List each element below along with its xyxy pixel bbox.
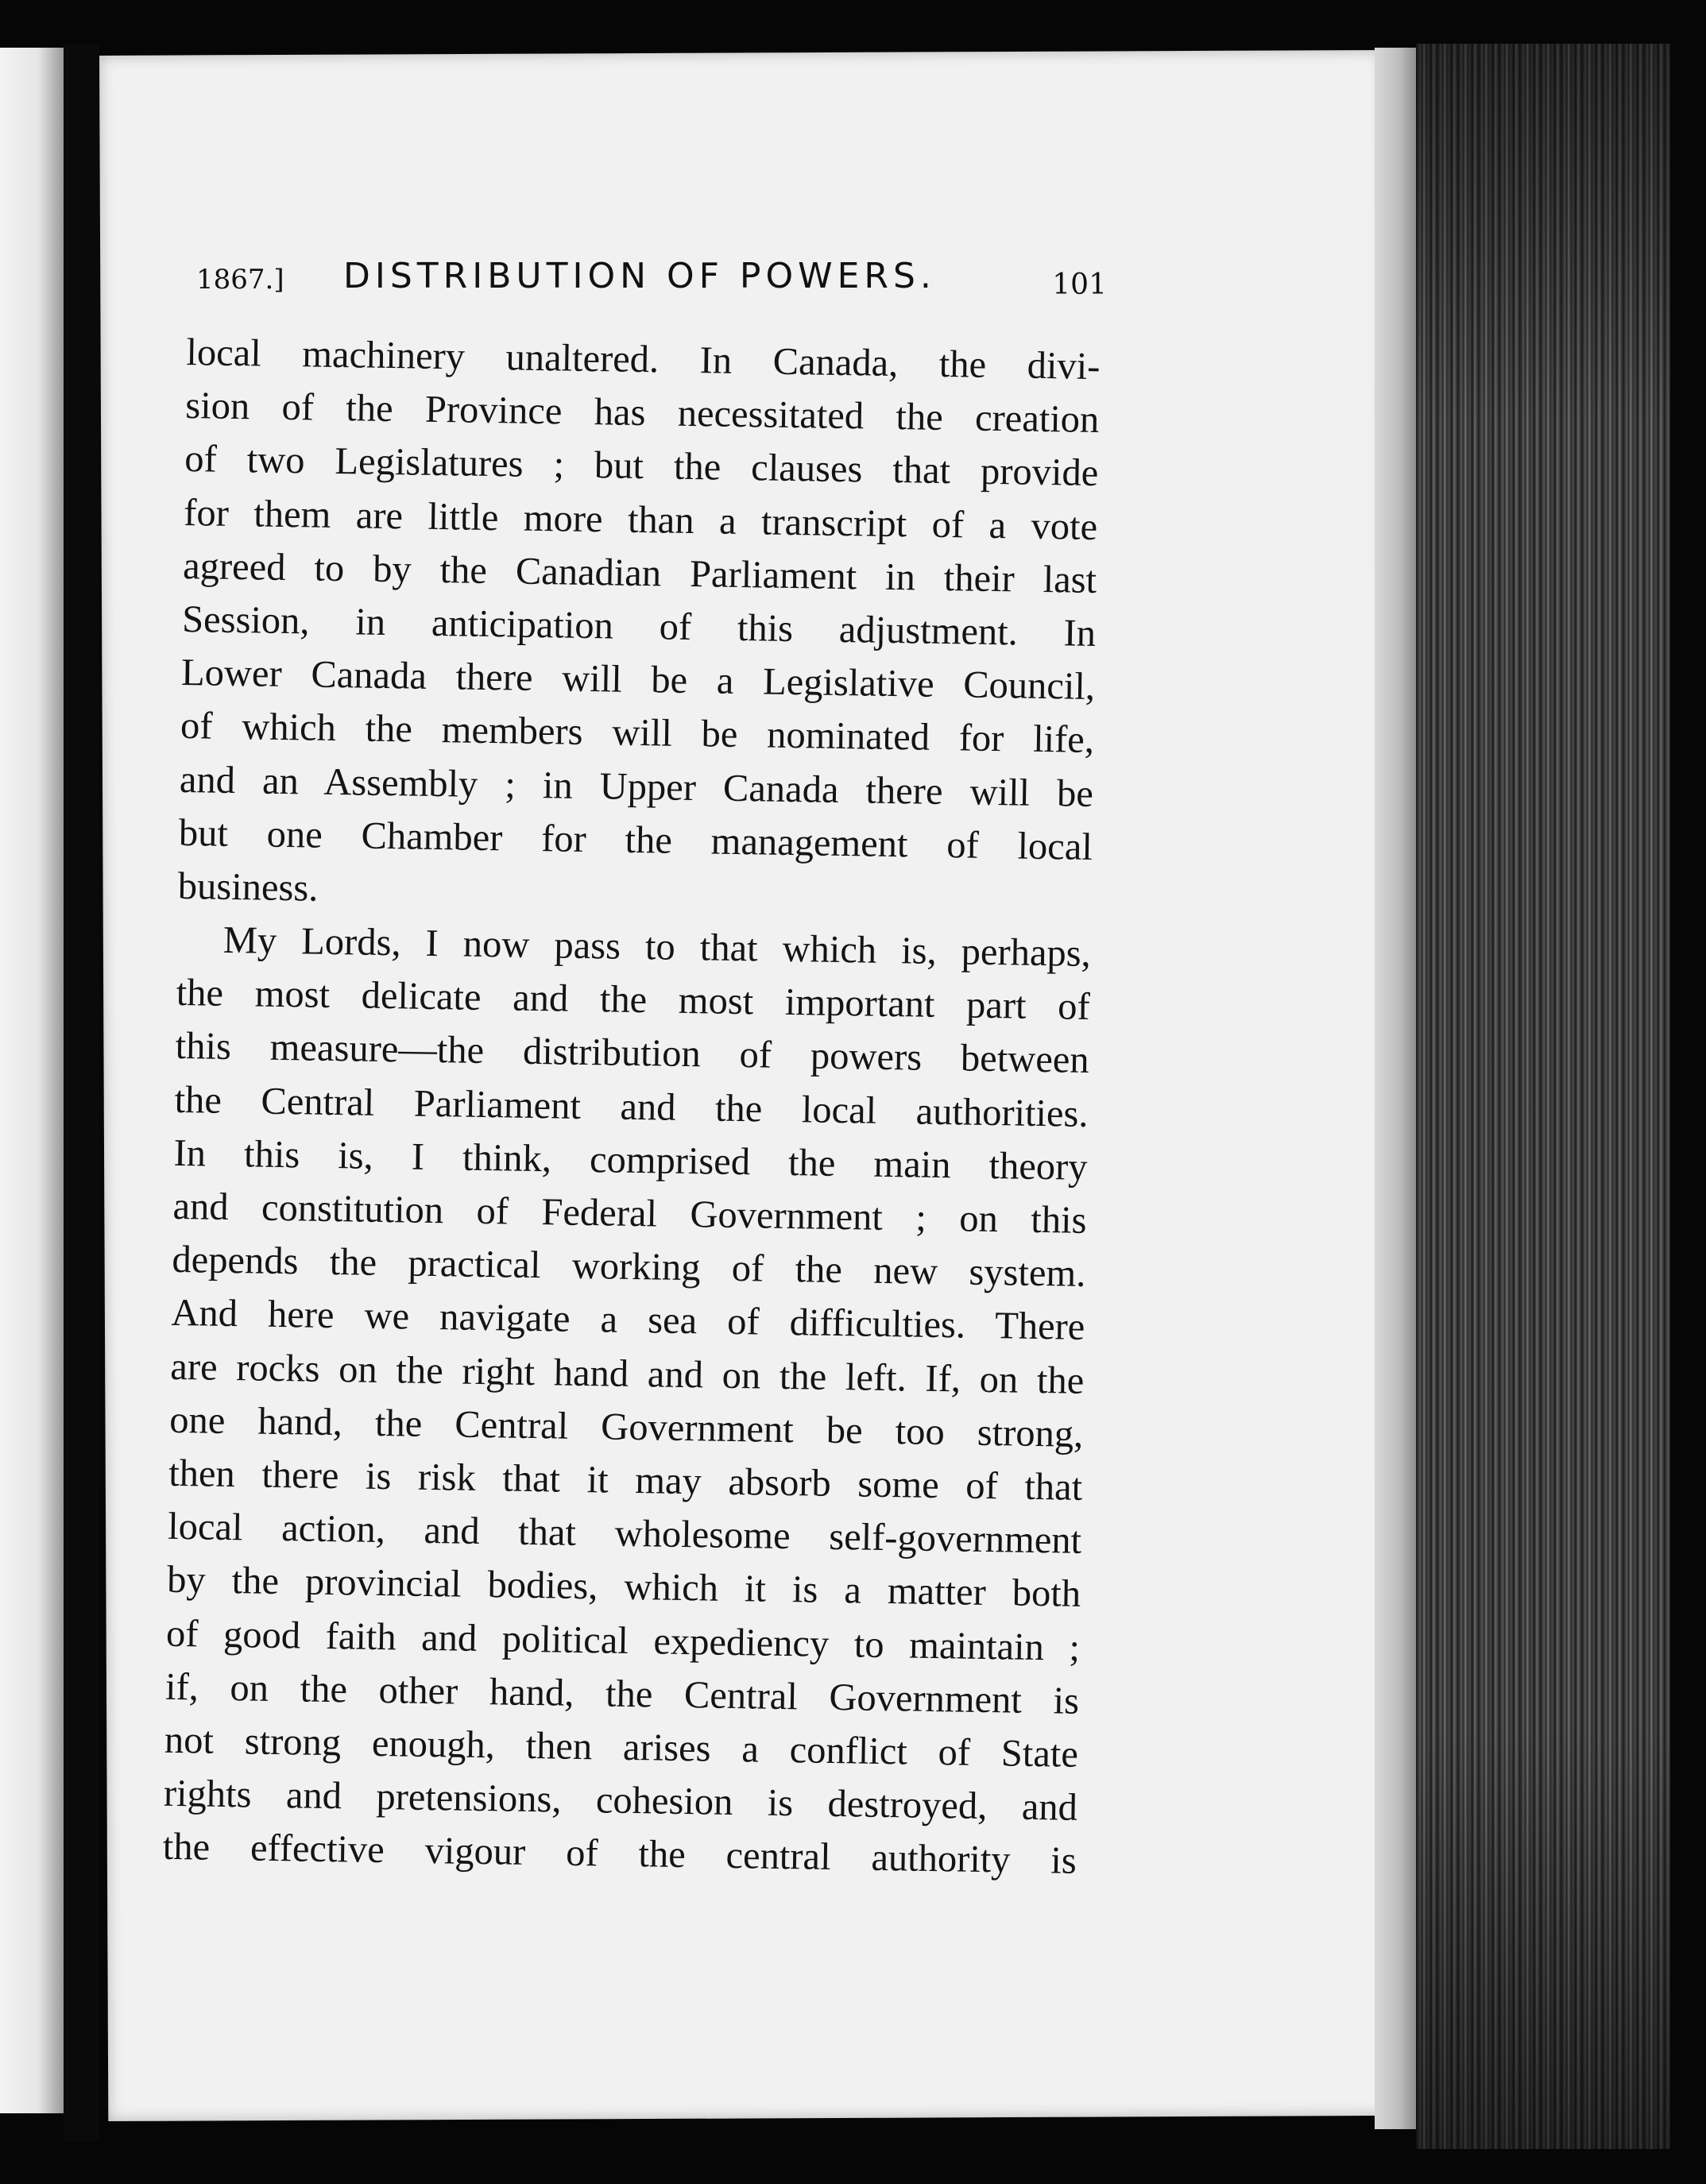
text-line: the effective vigour of the central authority is	[162, 1826, 1077, 1883]
text-line: are rocks on the right hand and on the left. If, on the	[170, 1345, 1085, 1402]
text-line: one hand, the Central Government be too strong,	[168, 1398, 1084, 1455]
text-line: local action, and that wholesome self-government	[167, 1505, 1082, 1562]
text-line: of good faith and political expediency to maintain ;	[165, 1612, 1081, 1669]
running-head	[196, 253, 1110, 316]
book-block-shading	[1416, 44, 1670, 2149]
paragraph-2	[162, 913, 1091, 1888]
text-line: of which the members will be nominated for life,	[180, 705, 1095, 762]
body-text	[162, 326, 1100, 1888]
text-line: Session, in anticipation of this adjustment. In	[181, 597, 1097, 655]
page-number: 101	[1052, 269, 1107, 301]
text-line: My Lords, I now pass to that which is, perhaps,	[222, 918, 1092, 976]
text-line: depends the practical working of the new system.	[172, 1239, 1086, 1296]
running-head-date: 1867.]	[196, 264, 284, 296]
text-line: local machinery unaltered. In Canada, the divi-	[186, 330, 1101, 388]
text-line: and constitution of Federal Government ; on this	[172, 1185, 1087, 1242]
paragraph-1	[177, 326, 1100, 927]
text-line: if, on the other hand, the Central Government is	[164, 1665, 1080, 1722]
text-line: then there is risk that it may absorb some of that	[168, 1451, 1083, 1509]
page-margin-shadow	[1375, 48, 1416, 2129]
text-line: for them are little more than a transcript of a vote	[183, 491, 1098, 548]
text-line: the most delicate and the most important part of	[176, 972, 1091, 1029]
text-line: not strong enough, then arises a conflict of State	[164, 1718, 1079, 1776]
running-head-title: DISTRIBUTION OF POWERS.	[343, 256, 936, 296]
text-line: Lower Canada there will be a Legislative Council,	[180, 651, 1096, 709]
text-line: the Central Parliament and the local authorities.	[174, 1078, 1089, 1135]
text-line: and an Assembly ; in Upper Canada there will be	[179, 758, 1094, 815]
facing-page-edge	[0, 48, 64, 2113]
binding-shadow	[64, 44, 99, 2141]
text-line: of two Legislatures ; but the clauses that provide	[184, 438, 1099, 495]
text-line: business.	[177, 864, 319, 910]
text-line: rights and pretensions, cohesion is destroyed, and	[163, 1772, 1078, 1829]
text-line: sion of the Province has necessitated the creation	[185, 385, 1100, 442]
text-line: And here we navigate a sea of difficulties. There	[171, 1292, 1085, 1349]
text-line: this measure—the distribution of powers between	[175, 1025, 1090, 1082]
text-line: by the provincial bodies, which it is a matter both	[166, 1559, 1081, 1616]
text-line: agreed to by the Canadian Parliament in their last	[182, 544, 1097, 601]
text-line: but one Chamber for the management of local	[178, 811, 1093, 868]
text-line: In this is, I think, comprised the main theory	[173, 1131, 1088, 1189]
